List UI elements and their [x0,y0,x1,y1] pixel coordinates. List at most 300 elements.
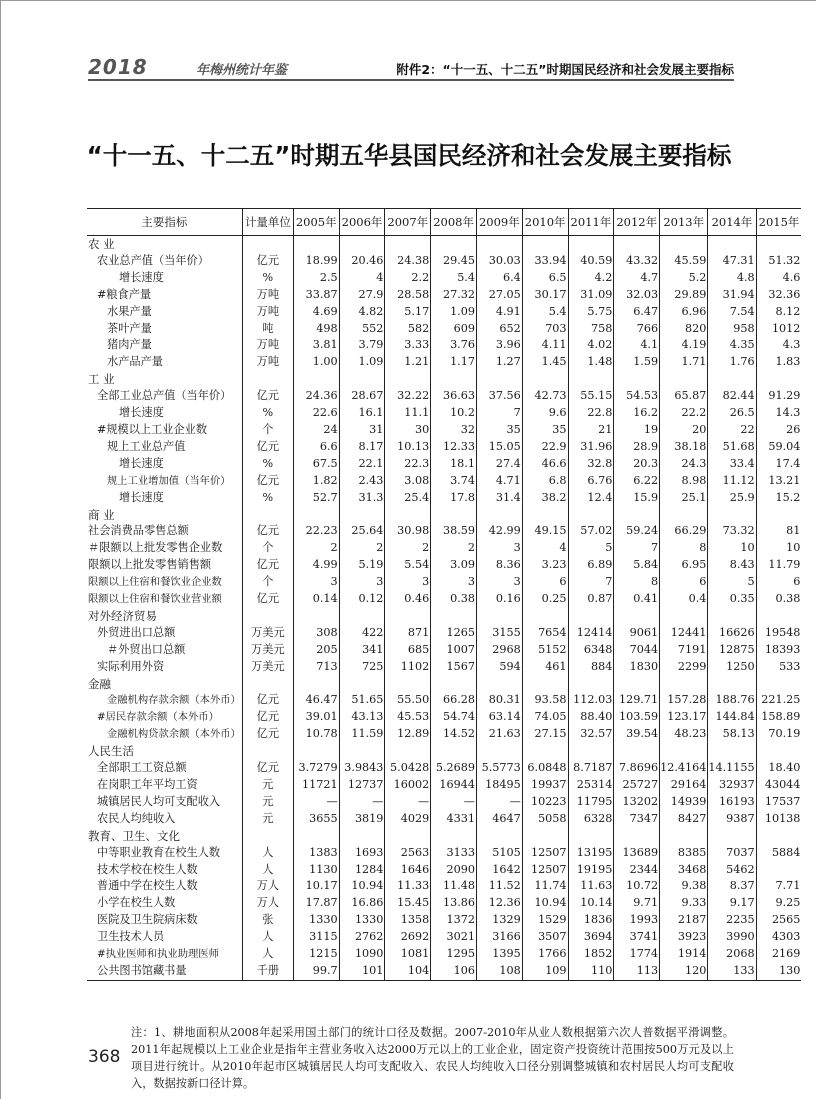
value-cell: 17.8 [431,490,477,507]
value-cell [614,608,660,625]
value-cell: 31.3 [339,490,385,507]
value-cell [476,236,522,253]
value-cell: 15.05 [476,439,522,456]
category-label: 金融 [88,676,111,691]
value-cell: 11.63 [568,878,614,895]
value-cell: 27.9 [339,287,385,304]
indicator-label: #规模以上工业企业数 [97,422,208,436]
value-cell: 157.28 [660,692,708,709]
value-cell: 3155 [476,625,522,642]
footnotes [131,1024,734,1092]
value-cell: 8.37 [708,878,756,895]
value-cell: 29.89 [660,287,708,304]
value-cell: 12507 [522,845,568,862]
indicator-label: 实际利用外资 [97,659,165,673]
table-row [87,557,801,574]
value-cell: 22.2 [660,405,708,422]
value-cell [293,236,339,253]
unit-cell: 万美元 [242,642,293,659]
value-cell: 5.4 [522,304,568,321]
value-cell: 67.5 [293,456,339,473]
value-cell: 12.36 [476,895,522,912]
value-cell: 1330 [293,912,339,929]
value-cell: 0.16 [476,591,522,608]
value-cell: 0.46 [385,591,431,608]
indicator-label: 增长速度 [119,456,164,470]
value-cell: 12875 [708,642,756,659]
indicator-label: 农民人均纯收入 [97,811,176,825]
value-cell [614,676,660,693]
value-cell: 6 [522,574,568,591]
header-year: 2008年 [431,209,477,236]
value-cell: 1081 [385,946,431,963]
unit-cell: 元 [242,777,293,794]
unit-cell: % [242,490,293,507]
value-cell: 3819 [339,811,385,828]
unit-cell: 元 [242,811,293,828]
value-cell: 1766 [522,946,568,963]
value-cell: 766 [614,321,660,338]
value-cell: 35 [476,422,522,439]
value-cell: 5.2 [660,270,708,287]
value-cell: 10.13 [385,439,431,456]
indicator-label: 限额以上住宿和餐饮业企业数 [88,576,222,589]
unit-cell: 亿元 [242,709,293,726]
table-row [87,337,801,354]
value-cell: 3021 [431,929,477,946]
value-cell: 0.4 [660,591,708,608]
indicator-label: 农业总产值（当年价） [97,253,209,267]
value-cell: 1295 [431,946,477,963]
value-cell: 31.96 [568,439,614,456]
value-cell [339,371,385,388]
value-cell: 14939 [660,794,708,811]
value-cell [293,828,339,845]
value-cell [522,371,568,388]
value-cell: 9061 [614,625,660,642]
value-cell: 17537 [756,794,801,811]
value-cell: 15.2 [756,490,801,507]
table-row [87,253,801,270]
value-cell [614,828,660,845]
value-cell [339,828,385,845]
value-cell: 5 [708,574,756,591]
value-cell: 16626 [708,625,756,642]
value-cell: 43.13 [339,709,385,726]
unit-cell: 千册 [242,963,293,980]
value-cell: 4303 [756,929,801,946]
value-cell: 11.1 [385,405,431,422]
value-cell [431,236,477,253]
value-cell: 12737 [339,777,385,794]
value-cell: 24.3 [660,456,708,473]
value-cell: 16.1 [339,405,385,422]
category-row [87,371,801,388]
value-cell: 1993 [614,912,660,929]
value-cell: 582 [385,321,431,338]
unit-cell [242,828,293,845]
value-cell: 10.17 [293,878,339,895]
value-cell: 9.33 [660,895,708,912]
value-cell: 1914 [660,946,708,963]
value-cell [431,371,477,388]
value-cell: 12.33 [431,439,477,456]
value-cell: 1567 [431,659,477,676]
value-cell [708,828,756,845]
value-cell: 12441 [660,625,708,642]
value-cell [522,608,568,625]
value-cell: 11.33 [385,878,431,895]
category-row [87,828,801,845]
value-cell: 533 [756,659,801,676]
value-cell: 32937 [708,777,756,794]
value-cell [614,371,660,388]
indicator-label: 技术学校在校生人数 [97,862,198,876]
value-cell [385,743,431,760]
value-cell: 8427 [660,811,708,828]
value-cell: 123.17 [660,709,708,726]
value-cell: 37.56 [476,388,522,405]
value-cell: 3468 [660,862,708,879]
table-row [87,811,801,828]
value-cell: 6.95 [660,557,708,574]
indicator-label: 医院及卫生院病床数 [97,913,198,927]
value-cell: 6.76 [568,473,614,490]
value-cell: 609 [431,321,477,338]
value-cell: 5.0428 [385,760,431,777]
value-cell: 88.40 [568,709,614,726]
value-cell: 109 [522,963,568,980]
value-cell: 4.35 [708,337,756,354]
value-cell: 33.87 [293,287,339,304]
value-cell [660,371,708,388]
value-cell: 0.38 [756,591,801,608]
value-cell: 685 [385,642,431,659]
value-cell: 1774 [614,946,660,963]
value-cell: 129.71 [614,692,660,709]
table-row [87,439,801,456]
indicator-label: #居民存款余额（本外币） [97,711,219,724]
category-row [87,236,801,253]
unit-cell: 亿元 [242,523,293,540]
value-cell: 45.59 [660,253,708,270]
value-cell: 2.2 [385,270,431,287]
value-cell: 91.29 [756,388,801,405]
value-cell: — [385,794,431,811]
value-cell: 19548 [756,625,801,642]
unit-cell: % [242,405,293,422]
value-cell: 3 [476,540,522,557]
value-cell: 13.21 [756,473,801,490]
table-row [87,862,801,879]
unit-cell: 亿元 [242,591,293,608]
value-cell: 19195 [568,862,614,879]
value-cell: 32.8 [568,456,614,473]
value-cell: 55.15 [568,388,614,405]
unit-cell: 人 [242,946,293,963]
value-cell: 1250 [708,659,756,676]
value-cell: 3.09 [431,557,477,574]
header-year: 2007年 [385,209,431,236]
value-cell: 51.32 [756,253,801,270]
value-cell: 18.99 [293,253,339,270]
value-cell [293,676,339,693]
value-cell [476,828,522,845]
value-cell: 16944 [431,777,477,794]
value-cell: 144.84 [708,709,756,726]
value-cell [476,608,522,625]
value-cell: 1372 [431,912,477,929]
section-title: 附件2：“十一五、十二五”时期国民经济和社会发展主要指标 [396,62,734,77]
value-cell: 17.87 [293,895,339,912]
table-row [87,929,801,946]
value-cell: 13202 [614,794,660,811]
value-cell: 8.7187 [568,760,614,777]
table-row [87,726,801,743]
value-cell [756,507,801,524]
table-row [87,456,801,473]
unit-cell: 人 [242,929,293,946]
value-cell: 2 [339,540,385,557]
value-cell [385,236,431,253]
value-cell: 11.59 [339,726,385,743]
value-cell: 33.94 [522,253,568,270]
value-cell: 188.76 [708,692,756,709]
value-cell: 7044 [614,642,660,659]
value-cell: 5.84 [614,557,660,574]
value-cell: 8.17 [339,439,385,456]
table-row [87,405,801,422]
value-cell [385,608,431,625]
header-indicator: 主要指标 [87,209,242,236]
value-cell: 0.35 [708,591,756,608]
value-cell [708,507,756,524]
unit-cell: % [242,270,293,287]
indicator-label: #执业医师和执业助理医师 [97,948,219,961]
value-cell: 1330 [339,912,385,929]
value-cell: 27.32 [431,287,477,304]
value-cell: 652 [476,321,522,338]
value-cell [431,743,477,760]
value-cell [476,507,522,524]
running-header [88,53,734,81]
value-cell: 14.1155 [708,760,756,777]
value-cell: 10223 [522,794,568,811]
indicator-label: 增长速度 [119,490,164,504]
value-cell: 49.15 [522,523,568,540]
value-cell: 3.7279 [293,760,339,777]
value-cell: 2090 [431,862,477,879]
value-cell: 8 [614,574,660,591]
header-year: 2005年 [293,209,339,236]
value-cell: 133 [708,963,756,980]
value-cell: 4.91 [476,304,522,321]
value-cell: 13689 [614,845,660,862]
value-cell: 16193 [708,794,756,811]
table-body [87,236,801,981]
value-cell: 4.3 [756,337,801,354]
value-cell: 4.71 [476,473,522,490]
value-cell: 7347 [614,811,660,828]
value-cell: 3.9843 [339,760,385,777]
category-row [87,507,801,524]
unit-cell: 元 [242,794,293,811]
value-cell: 10.72 [614,878,660,895]
value-cell: 13.86 [431,895,477,912]
value-cell: 55.50 [385,692,431,709]
table-row [87,895,801,912]
value-cell [756,676,801,693]
value-cell: 2.43 [339,473,385,490]
value-cell [385,676,431,693]
value-cell: 4.82 [339,304,385,321]
value-cell: 47.31 [708,253,756,270]
value-cell: 24 [293,422,339,439]
value-cell: 22.6 [293,405,339,422]
value-cell [756,828,801,845]
value-cell: 6348 [568,642,614,659]
table-row [87,321,801,338]
value-cell: 1284 [339,862,385,879]
value-cell: 9.25 [756,895,801,912]
value-cell: 1102 [385,659,431,676]
indicator-label: #粮食产量 [97,287,152,301]
value-cell: 3.08 [385,473,431,490]
value-cell: 7037 [708,845,756,862]
value-cell: 3655 [293,811,339,828]
value-cell: 10.2 [431,405,477,422]
value-cell: 17.4 [756,456,801,473]
value-cell: 498 [293,321,339,338]
value-cell: 120 [660,963,708,980]
value-cell: 27.05 [476,287,522,304]
value-cell: 66.29 [660,523,708,540]
value-cell [660,676,708,693]
value-cell: 15.9 [614,490,660,507]
value-cell: 51.65 [339,692,385,709]
value-cell: 2299 [660,659,708,676]
value-cell: 3.81 [293,337,339,354]
value-cell: 1329 [476,912,522,929]
value-cell: 3694 [568,929,614,946]
indicator-label: 社会消费品零售总额 [88,524,189,538]
value-cell: 59.24 [614,523,660,540]
value-cell: 11.48 [431,878,477,895]
header-year: 2010年 [522,209,568,236]
value-cell: 3.76 [431,337,477,354]
value-cell: 2068 [708,946,756,963]
value-cell [708,236,756,253]
value-cell: 4029 [385,811,431,828]
indicator-label: 规上工业总产值 [107,439,186,453]
category-label: 农 业 [88,237,115,251]
value-cell: 1.00 [293,354,339,371]
value-cell: 4 [522,540,568,557]
value-cell: 4.6 [756,270,801,287]
value-cell: 2187 [660,912,708,929]
value-cell [568,507,614,524]
value-cell: 0.38 [431,591,477,608]
value-cell [756,371,801,388]
value-cell: 24.38 [385,253,431,270]
value-cell: 6.0848 [522,760,568,777]
value-cell: 9.71 [614,895,660,912]
table-row [87,270,801,287]
value-cell: 73.32 [708,523,756,540]
unit-cell [242,676,293,693]
value-cell: 6.96 [660,304,708,321]
value-cell: 1.82 [293,473,339,490]
value-cell: 7191 [660,642,708,659]
table-row [87,912,801,929]
value-cell: 2169 [756,946,801,963]
indicator-label: 全部工业总产值（当年价） [97,389,232,403]
value-cell [431,676,477,693]
value-cell [756,236,801,253]
value-cell: 48.23 [660,726,708,743]
value-cell: 1215 [293,946,339,963]
value-cell: 2 [385,540,431,557]
value-cell: 25727 [614,777,660,794]
value-cell [476,743,522,760]
value-cell: 6.8 [522,473,568,490]
value-cell: 5.4 [431,270,477,287]
unit-cell: 人 [242,862,293,879]
value-cell [476,676,522,693]
indicator-label: 限额以上住宿和餐饮业营业额 [88,593,222,606]
value-cell: 758 [568,321,614,338]
value-cell: 10.94 [339,878,385,895]
value-cell: 871 [385,625,431,642]
value-cell: 10 [708,540,756,557]
value-cell: 4331 [431,811,477,828]
value-cell: 19 [614,422,660,439]
value-cell: 130 [756,963,801,980]
value-cell: 820 [660,321,708,338]
value-cell: 3.23 [522,557,568,574]
value-cell: 1265 [431,625,477,642]
value-cell: 9.17 [708,895,756,912]
unit-cell: 个 [242,422,293,439]
value-cell: 32.36 [756,287,801,304]
value-cell: 6.89 [568,557,614,574]
value-cell: — [431,794,477,811]
value-cell: 4.11 [522,337,568,354]
value-cell: 10138 [756,811,801,828]
value-cell: 32 [431,422,477,439]
value-cell: 82.44 [708,388,756,405]
table-row [87,709,801,726]
value-cell: 6 [756,574,801,591]
value-cell: 725 [339,659,385,676]
indicator-label: ＃限额以上批发零售企业数 [88,541,223,555]
indicator-label: 普通中学在校生人数 [97,879,198,893]
table-row [87,760,801,777]
value-cell: 12.89 [385,726,431,743]
table-row [87,490,801,507]
value-cell [431,608,477,625]
value-cell: 43.32 [614,253,660,270]
value-cell: 18.1 [431,456,477,473]
value-cell: 39.01 [293,709,339,726]
value-cell: 0.12 [339,591,385,608]
value-cell: 45.53 [385,709,431,726]
value-cell [293,743,339,760]
unit-cell: 万美元 [242,625,293,642]
value-cell: 32.03 [614,287,660,304]
value-cell [708,676,756,693]
value-cell: 5.54 [385,557,431,574]
